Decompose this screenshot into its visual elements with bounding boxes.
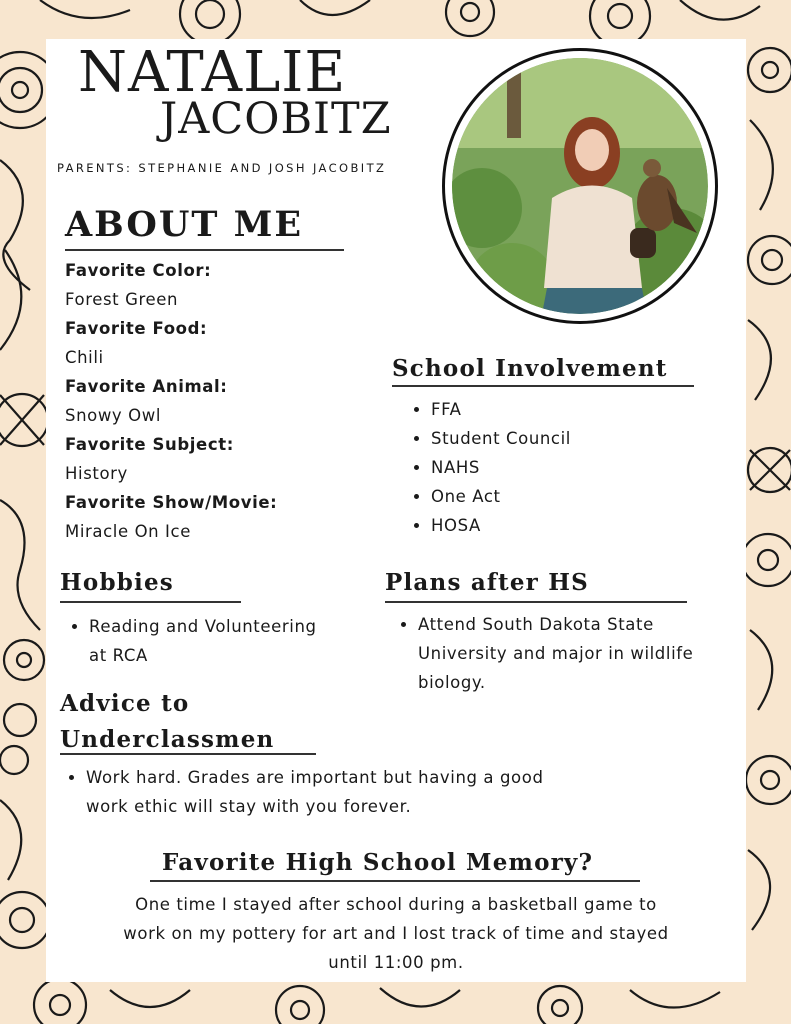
- advice-list: [61, 763, 566, 821]
- hobbies-list: [64, 612, 329, 670]
- about-list: [65, 256, 277, 546]
- advice-heading: [60, 686, 274, 758]
- list-item: • HOSA: [431, 511, 571, 540]
- about-heading: ABOUT ME: [65, 204, 304, 245]
- profile-card: [46, 39, 746, 982]
- plans-list: [393, 610, 708, 697]
- favorite-subject-label: Favorite Subject:: [65, 435, 234, 454]
- favorite-animal-label: Favorite Animal:: [65, 377, 228, 396]
- favorite-subject-value: History: [65, 464, 128, 483]
- list-item: • Student Council: [431, 424, 571, 453]
- advice-rule: [60, 753, 316, 755]
- list-item: • One Act: [431, 482, 571, 511]
- list-item: • NAHS: [431, 453, 571, 482]
- favorite-color-label: Favorite Color:: [65, 261, 212, 280]
- list-item: • Reading and Volunteering at RCA: [89, 612, 329, 670]
- favorite-food-value: Chili: [65, 348, 104, 367]
- list-item: • Attend South Dakota State University and major in wildlife biology.: [418, 610, 708, 697]
- plans-heading: Plans after HS: [385, 569, 589, 596]
- favorite-show-value: Miracle On Ice: [65, 522, 191, 541]
- list-item: • Work hard. Grades are important but having a good work ethic will stay with you forever.: [86, 763, 566, 821]
- school-rule: [392, 385, 694, 387]
- hobbies-rule: [60, 601, 241, 603]
- first-name: NATALIE: [78, 40, 347, 105]
- memory-text: One time I stayed after school during a basketball game to work on my pottery for art and I lost track of time and stayed until 11:00 pm.: [123, 895, 669, 972]
- about-rule: [65, 249, 344, 251]
- school-list: [406, 395, 571, 540]
- memory-rule: [150, 880, 640, 882]
- plans-rule: [385, 601, 687, 603]
- favorite-animal-value: Snowy Owl: [65, 406, 161, 425]
- hobbies-heading: Hobbies: [60, 569, 174, 596]
- list-item: • FFA: [431, 395, 571, 424]
- advice-heading-line1: Advice to: [60, 690, 190, 717]
- parents-line: PARENTS: STEPHANIE AND JOSH JACOBITZ: [57, 161, 387, 175]
- favorite-color-value: Forest Green: [65, 290, 179, 309]
- memory-heading: Favorite High School Memory?: [162, 849, 594, 876]
- school-heading: School Involvement: [392, 355, 668, 382]
- last-name: JACOBITZ: [160, 94, 392, 144]
- portrait-photo: [442, 48, 718, 324]
- advice-heading-line2: Underclassmen: [60, 726, 275, 753]
- favorite-food-label: Favorite Food:: [65, 319, 208, 338]
- favorite-show-label: Favorite Show/Movie:: [65, 493, 278, 512]
